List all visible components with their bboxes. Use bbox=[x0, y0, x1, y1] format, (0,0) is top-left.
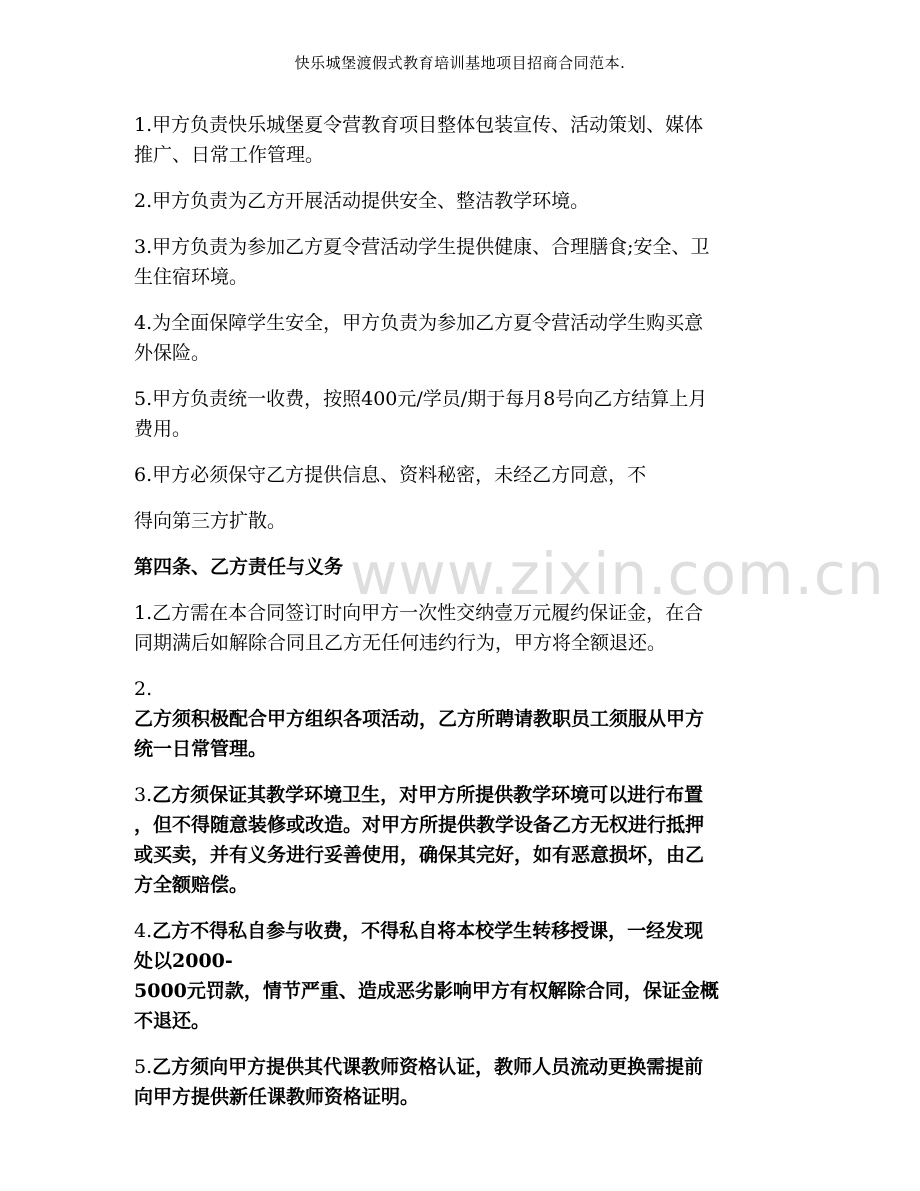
clause-a-5 bbox=[134, 384, 784, 444]
clause-number: 3. bbox=[134, 784, 153, 806]
clause-line: 或买卖，并有义务进行妥善使用，确保其完好，如有恶意损坏，由乙 bbox=[134, 844, 705, 866]
clause-line: 乙方须积极配合甲方组织各项活动，乙方所聘请教职员工须服从甲方 bbox=[134, 708, 705, 730]
clause-b-3 bbox=[134, 780, 784, 900]
clause-number: 5. bbox=[134, 1056, 153, 1078]
clause-line: 费用。 bbox=[134, 418, 192, 440]
clause-line: 方全额赔偿。 bbox=[134, 874, 249, 896]
clause-line: 生住宿环境。 bbox=[134, 266, 249, 288]
watermark: www.zixin.com.cn bbox=[350, 540, 885, 608]
clause-a-3 bbox=[134, 232, 784, 292]
document-title: 快乐城堡渡假式教育培训基地项目招商合同范本. bbox=[294, 54, 626, 72]
clause-line: 1.乙方需在本合同签订时向甲方一次性交纳壹万元履约保证金，在合 bbox=[134, 602, 704, 624]
clause-a-4 bbox=[134, 308, 784, 368]
clause-line: 不退还。 bbox=[134, 1010, 211, 1032]
clause-number: 4. bbox=[134, 920, 153, 942]
clause-line: 2.甲方负责为乙方开展活动提供安全、整洁教学环境。 bbox=[134, 190, 590, 212]
clause-b-2 bbox=[134, 674, 784, 764]
clause-line: 5000元罚款，情节严重、造成恶劣影响甲方有权解除合同，保证金概 bbox=[134, 980, 719, 1002]
clause-text: 乙方不得私自参与收费，不得私自将本校学生转移授课，一经发现 bbox=[152, 920, 704, 942]
clause-line: 统一日常管理。 bbox=[134, 738, 268, 760]
clause-line bbox=[134, 1052, 784, 1082]
clause-text: 乙方须保证其教学环境卫生，对甲方所提供教学环境可以进行布置 bbox=[152, 784, 704, 806]
clause-line: 6.甲方必须保守乙方提供信息、资料秘密，未经乙方同意，不 bbox=[134, 464, 647, 486]
clause-line bbox=[134, 916, 784, 946]
clause-line: 同期满后如解除合同且乙方无任何违约行为，甲方将全额退还。 bbox=[134, 632, 667, 654]
section-heading: 第四条、乙方责任与义务 bbox=[134, 556, 344, 578]
clause-line: 处以2000- bbox=[134, 950, 233, 972]
clause-b-5 bbox=[134, 1052, 784, 1112]
clause-a-6-continued bbox=[134, 506, 784, 536]
clause-a-1 bbox=[134, 110, 784, 170]
clause-line: 向甲方提供新任课教师资格证明。 bbox=[134, 1086, 420, 1108]
clause-text: 乙方须向甲方提供其代课教师资格认证，教师人员流动更换需提前 bbox=[152, 1056, 704, 1078]
clause-line: ，但不得随意装修或改造。对甲方所提供教学设备乙方无权进行抵押 bbox=[134, 814, 705, 836]
clause-line: 外保险。 bbox=[134, 342, 211, 364]
clause-line: 5.甲方负责统一收费，按照400元/学员/期于每月8号向乙方结算上月 bbox=[134, 388, 708, 410]
document-body bbox=[134, 110, 784, 1128]
clause-line: 3.甲方负责为参加乙方夏令营活动学生提供健康、合理膳食;安全、卫 bbox=[134, 236, 710, 258]
clause-line: 推广、日常工作管理。 bbox=[134, 144, 325, 166]
clause-line: 1.甲方负责快乐城堡夏令营教育项目整体包装宣传、活动策划、媒体 bbox=[134, 114, 704, 136]
clause-line: 得向第三方扩散。 bbox=[134, 510, 287, 532]
clause-number: 2. bbox=[134, 678, 153, 700]
clause-line bbox=[134, 780, 784, 810]
clause-line: 4.为全面保障学生安全，甲方负责为参加乙方夏令营活动学生购买意 bbox=[134, 312, 704, 334]
clause-b-4 bbox=[134, 916, 784, 1036]
clause-b-1 bbox=[134, 598, 784, 658]
clause-a-6 bbox=[134, 460, 784, 490]
clause-a-2 bbox=[134, 186, 784, 216]
